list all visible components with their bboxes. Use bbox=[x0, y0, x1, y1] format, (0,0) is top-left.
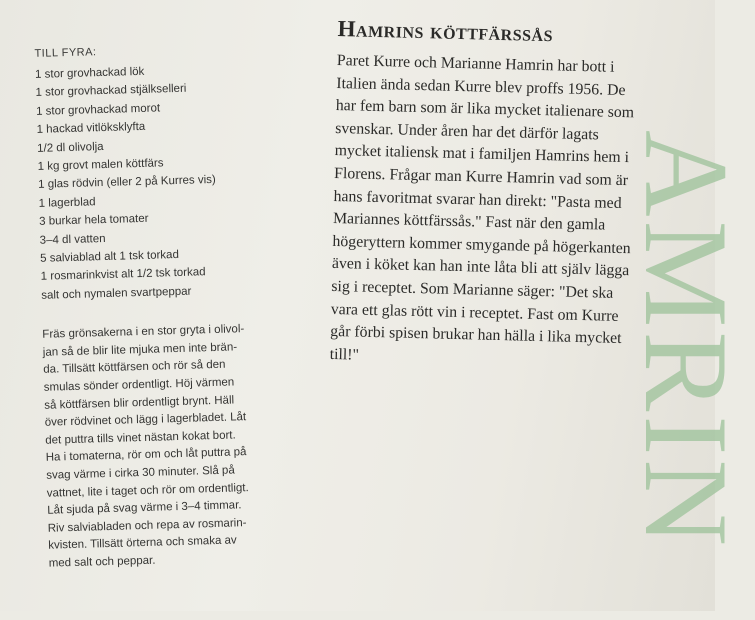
ingredient-item: 1 rosmarinkvist alt 1/2 tsk torkad bbox=[40, 266, 206, 284]
ingredient-item: 1 stor grovhackad lök bbox=[34, 65, 145, 81]
recipe-title: Hamrins köttfärssås bbox=[337, 16, 554, 47]
instructions-line: Låt sjuda på svag värme i 3–4 timmar. bbox=[47, 499, 242, 517]
instructions-line: Ha i tomaterna, rör om och låt puttra på bbox=[45, 446, 247, 465]
story-line: Mariannes köttfärssås." Fast när den gamla bbox=[332, 210, 606, 234]
story-line: Italien ända sedan Kurre blev proffs 1956. De bbox=[336, 74, 626, 99]
story-paragraph bbox=[329, 50, 682, 375]
story-line: svenskar. Under åren har det därför lagats bbox=[335, 119, 600, 144]
ingredient-item: 1 glas rödvin (eller 2 på Kurres vis) bbox=[38, 174, 216, 192]
instructions-line: det puttra tills vinet nästan kokat bort. bbox=[45, 429, 236, 447]
instructions-line: Fräs grönsakerna i en stor gryta i olivol- bbox=[42, 323, 245, 342]
instructions-paragraph bbox=[42, 320, 299, 573]
instructions-line: jan så de blir lite mjuka men inte brän- bbox=[42, 341, 238, 359]
instructions-line: med salt och peppar. bbox=[48, 554, 156, 570]
watermark-text: AMRIN bbox=[620, 129, 753, 551]
story-line: högeryttern kommer smygande på högerkanten bbox=[332, 232, 631, 257]
story-line: vara ett glas rött vin i receptet. Fast om Kurre bbox=[330, 300, 619, 325]
story-line: har fem barn som är lika mycket italienare som bbox=[335, 97, 635, 122]
instructions-line: da. Tillsätt köttfärsen och rör så den bbox=[43, 359, 226, 377]
ingredient-item: 3–4 dl vatten bbox=[39, 232, 106, 247]
ingredient-item: 1 kg grovt malen köttfärs bbox=[37, 157, 164, 173]
instructions-line: svag värme i cirka 30 minuter. Slå på bbox=[46, 464, 235, 482]
story-line: går förbi spisen brukar han hälla i lika mycket bbox=[330, 323, 622, 348]
instructions-line: så köttfärsen blir ordentligt brynt. Häll bbox=[44, 394, 235, 412]
ingredient-item: 1 hackad vitlöksklyfta bbox=[36, 121, 146, 137]
recipe-column bbox=[30, 29, 300, 574]
story-line: till!" bbox=[329, 345, 360, 364]
story-line: sig i receptet. Som Marianne säger: "Det ska bbox=[331, 277, 614, 302]
ingredient-item: 3 burkar hela tomater bbox=[39, 213, 149, 229]
ingredient-item: 1 stor grovhackad stjälkselleri bbox=[35, 83, 187, 100]
ingredient-item: 1 lagerblad bbox=[38, 196, 96, 210]
instructions-line: kvisten. Tillsätt örterna och smaka av bbox=[48, 534, 237, 553]
ingredient-item: salt och nymalen svartpeppar bbox=[41, 285, 192, 302]
story-line: Paret Kurre och Marianne Hamrin har bott i bbox=[336, 51, 615, 76]
ingredient-item: 5 salviablad alt 1 tsk torkad bbox=[40, 248, 180, 265]
instructions-line: vattnet, lite i taget och rör om ordentligt. bbox=[46, 481, 249, 500]
instructions-line: smulas sönder ordentligt. Höj värmen bbox=[43, 376, 235, 394]
instructions-line: Riv salviabladen och repa av rosmarin- bbox=[47, 516, 247, 535]
ingredient-list bbox=[31, 59, 293, 305]
ingredient-item: 1/2 dl olivolja bbox=[36, 140, 104, 155]
story-line: Florens. Frågar man Kurre Hamrin vad som är bbox=[333, 164, 629, 190]
story-line: även i köket kan han inte låta bli att själv lägga bbox=[331, 255, 630, 280]
story-line: mycket italiensk mat i familjen Hamrins hem i bbox=[334, 142, 630, 167]
instructions-line: över rödvinet och lägg i lagerbladet. Låt bbox=[44, 411, 247, 429]
story-line: hans favoritmat svarar han direkt: "Pasta med bbox=[333, 187, 622, 212]
serves-heading: TILL FYRA: bbox=[34, 46, 97, 60]
story-column bbox=[329, 16, 682, 375]
ingredient-item: 1 stor grovhackad morot bbox=[35, 102, 161, 118]
